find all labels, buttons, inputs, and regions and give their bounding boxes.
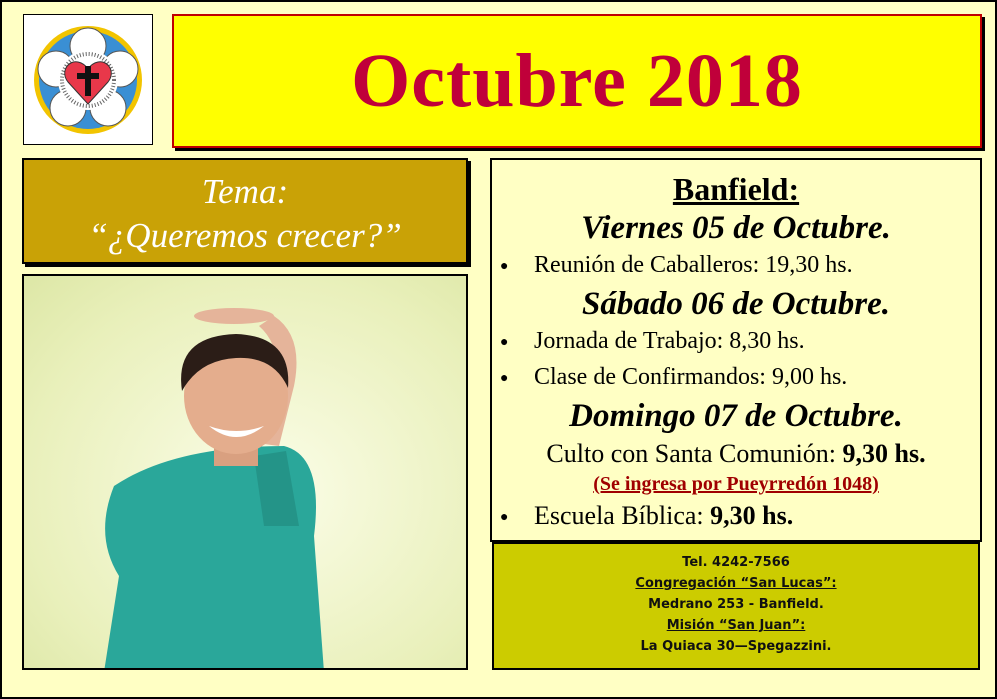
bullet-icon: ● <box>500 334 509 350</box>
bullet-icon: ● <box>500 509 509 525</box>
theme-label: Tema: <box>201 172 289 211</box>
list-item <box>492 496 980 538</box>
item-text: Reunión de Caballeros: 19,30 hs. <box>534 252 853 278</box>
congregation-name: Congregación “San Lucas”: <box>635 576 837 591</box>
bullet-icon: ● <box>500 370 509 386</box>
luther-rose-logo <box>23 14 153 145</box>
congregation-address: Medrano 253 - Banfield. <box>648 597 824 612</box>
culto-text: Culto con Santa Comunión: <box>546 438 843 468</box>
list-item <box>492 248 980 284</box>
bullet-icon: ● <box>500 258 509 274</box>
item-text: Escuela Bíblica: <box>534 500 711 530</box>
schedule-box <box>490 158 982 542</box>
mission-name: Misión “San Juan”: <box>666 618 806 633</box>
mission-address: La Quiaca 30—Spegazzini. <box>640 639 832 654</box>
list-item <box>492 360 980 396</box>
culto-time: 9,30 hs. <box>842 438 926 468</box>
list-item <box>492 324 980 360</box>
contact-box <box>492 542 980 670</box>
page-title: Octubre 2018 <box>351 38 803 123</box>
item-time: 9,30 hs. <box>710 500 794 530</box>
luther-rose-icon <box>32 24 144 136</box>
title-banner <box>172 14 982 148</box>
theme-text: “¿Queremos crecer?” <box>88 216 402 255</box>
phone: Tel. 4242-7566 <box>682 555 790 570</box>
item-text: Jornada de Trabajo: 8,30 hs. <box>534 327 805 354</box>
entrance-note: (Se ingresa por Pueyrredón 1048) <box>593 472 879 495</box>
boy-measuring-height-photo <box>22 274 468 670</box>
day-heading: Sábado 06 de Octubre. <box>582 285 890 322</box>
theme-box <box>22 158 468 264</box>
day-heading: Viernes 05 de Octubre. <box>581 210 891 246</box>
culto-line <box>492 436 980 472</box>
item-text: Clase de Confirmandos: 9,00 hs. <box>534 363 848 390</box>
location-heading: Banfield: <box>672 171 800 207</box>
day-heading: Domingo 07 de Octubre. <box>569 397 903 434</box>
